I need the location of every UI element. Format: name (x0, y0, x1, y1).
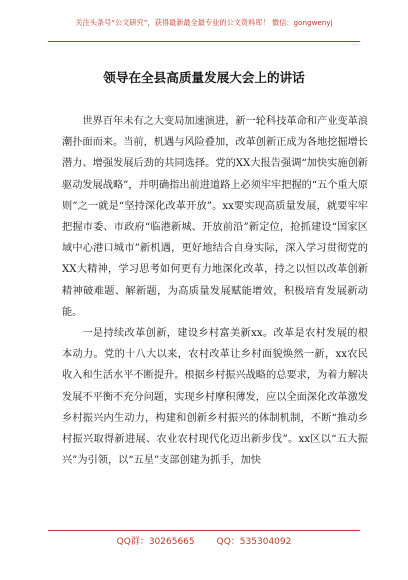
footer-qq-number: QQ：535304092 (216, 537, 292, 547)
header-divider (48, 41, 360, 42)
footer-qq-group: QQ群：30265665 (116, 537, 195, 547)
document-body (62, 111, 368, 471)
footer-divider (48, 530, 360, 531)
body-paragraph: 世界百年未有之大变局加速演进，新一轮科技革命和产业变革浪潮扑面而来。当前，机遇与风险叠加，改革创新正成为各地挖掘增长潜力、增强发展后劲的共同选择。党的XX大报告强调“加快实施创新驱动发展战略”，并明确指出前进道路上必须牢牢把握的“五个重大原则”之一就是“坚持深化改革开放”。xx要实现高质量发展，就要牢牢把握市委、市政府“临港新城、开放前沿”新定位，抢抓建设“国家区域中心港口城市”新机遇，更好地结合自身实际，深入学习贯彻党的XX大精神，学习思考如何更有力地深化改革，持之以恒以改革创新精神破难题、解新题，为高质量发展赋能增效，积极培育发展新动能。 (62, 116, 368, 318)
header-banner: 关注头条号“公文研究”，获得最新最全最专业的公文资料库！ 微信：gongwenyj (75, 18, 333, 27)
footer-contact (0, 535, 408, 549)
document-title: 领导在全县高质量发展大会上的讲话 (103, 70, 305, 85)
body-paragraph: 一是持续改革创新，建设乡村富美新xx。改革是农村发展的根本动力。党的十八大以来，农村改革让乡村面貌焕然一新，xx农民收入和生活水平不断提升。根据乡村振兴战略的总要求，为着力解决发展不平衡不充分问题，实现乡村摩积薄发，应以全面深化改革激发乡村振兴内生动力，构建和创新乡村振兴的体制机制，不断“推动乡村振兴取得新进展、农业农村现代化迈出新步伐”。xx区以“五大振兴”为引领，以“五星”支部创建为抓手，加快 (62, 328, 368, 467)
